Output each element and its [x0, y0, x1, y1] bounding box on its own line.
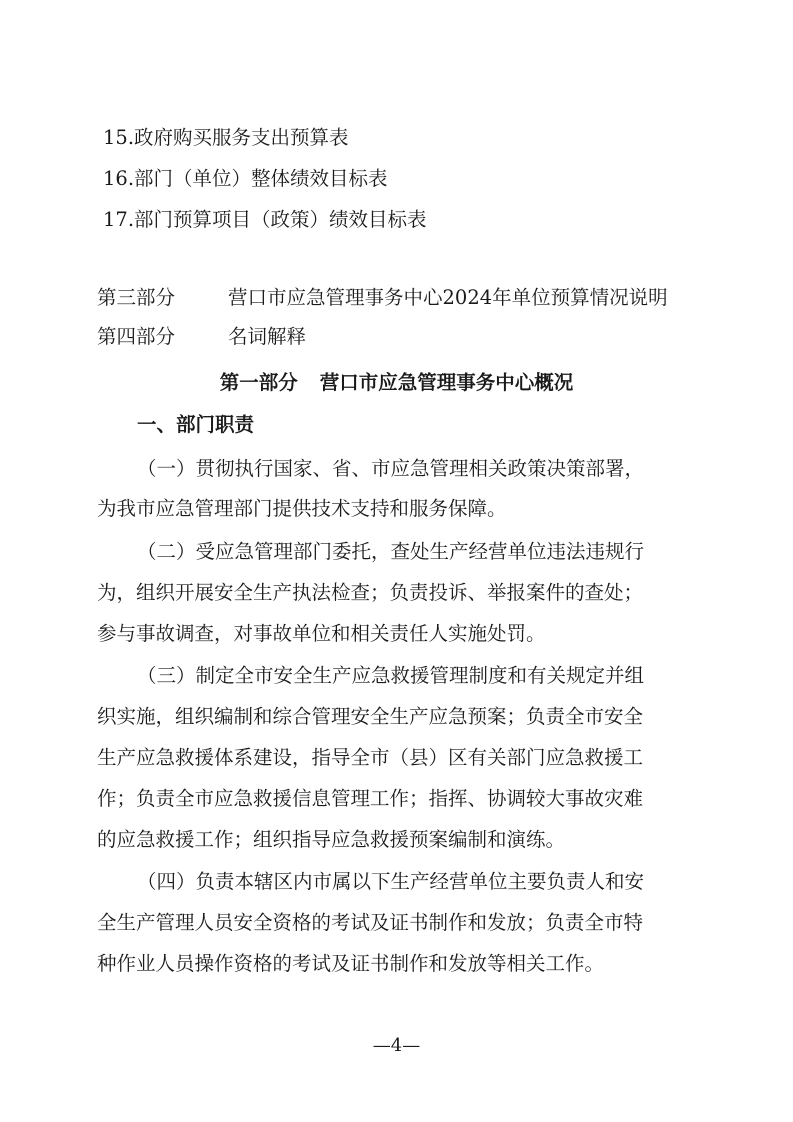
- page-number: —4—: [372, 1035, 421, 1056]
- list-item: 15.政府购买服务支出预算表: [103, 126, 349, 149]
- paragraph-line: 全生产管理人员安全资格的考试及证书制作和发放；负责全市特: [97, 911, 644, 934]
- paragraph-line: （三）制定全市安全生产应急救援管理制度和有关规定并组: [137, 664, 645, 687]
- toc-part-title: 营口市应急管理事务中心2024年单位预算情况说明: [228, 286, 668, 309]
- paragraph-line: 种作业人员操作资格的考试及证书制作和发放等相关工作。: [97, 952, 605, 975]
- toc-part-label: 第四部分: [97, 325, 176, 348]
- paragraph-line: 参与事故调查，对事故单位和相关责任人实施处罚。: [97, 622, 546, 645]
- toc-part-title: 名词解释: [228, 325, 307, 348]
- paragraph-line: （一）贯彻执行国家、省、市应急管理相关政策决策部署，: [137, 457, 645, 480]
- section-heading: [0, 370, 793, 396]
- section-heading-title: 营口市应急管理事务中心概况: [319, 371, 574, 394]
- list-item: 16.部门（单位）整体绩效目标表: [103, 167, 388, 190]
- paragraph-line: 作；负责全市应急救援信息管理工作；指挥、协调较大事故灾难: [97, 787, 644, 810]
- paragraph-line: 为我市应急管理部门提供技术支持和服务保障。: [97, 497, 507, 520]
- list-item: 17.部门预算项目（政策）绩效目标表: [103, 208, 427, 231]
- subheading: 一、部门职责: [137, 413, 255, 436]
- paragraph-line: （二）受应急管理部门委托，查处生产经营单位违法违规行: [137, 540, 645, 563]
- paragraph-line: 为，组织开展安全生产执法检查；负责投诉、举报案件的查处；: [97, 581, 644, 604]
- paragraph-line: （四）负责本辖区内市属以下生产经营单位主要负责人和安: [137, 870, 645, 893]
- paragraph-line: 的应急救援工作；组织指导应急救援预案编制和演练。: [97, 828, 566, 851]
- section-heading-part: 第一部分: [219, 371, 298, 394]
- paragraph-line: 生产应急救援体系建设，指导全市（县）区有关部门应急救援工: [97, 746, 644, 769]
- toc-part-label: 第三部分: [97, 286, 176, 309]
- paragraph-line: 织实施，组织编制和综合管理安全生产应急预案；负责全市安全: [97, 705, 644, 728]
